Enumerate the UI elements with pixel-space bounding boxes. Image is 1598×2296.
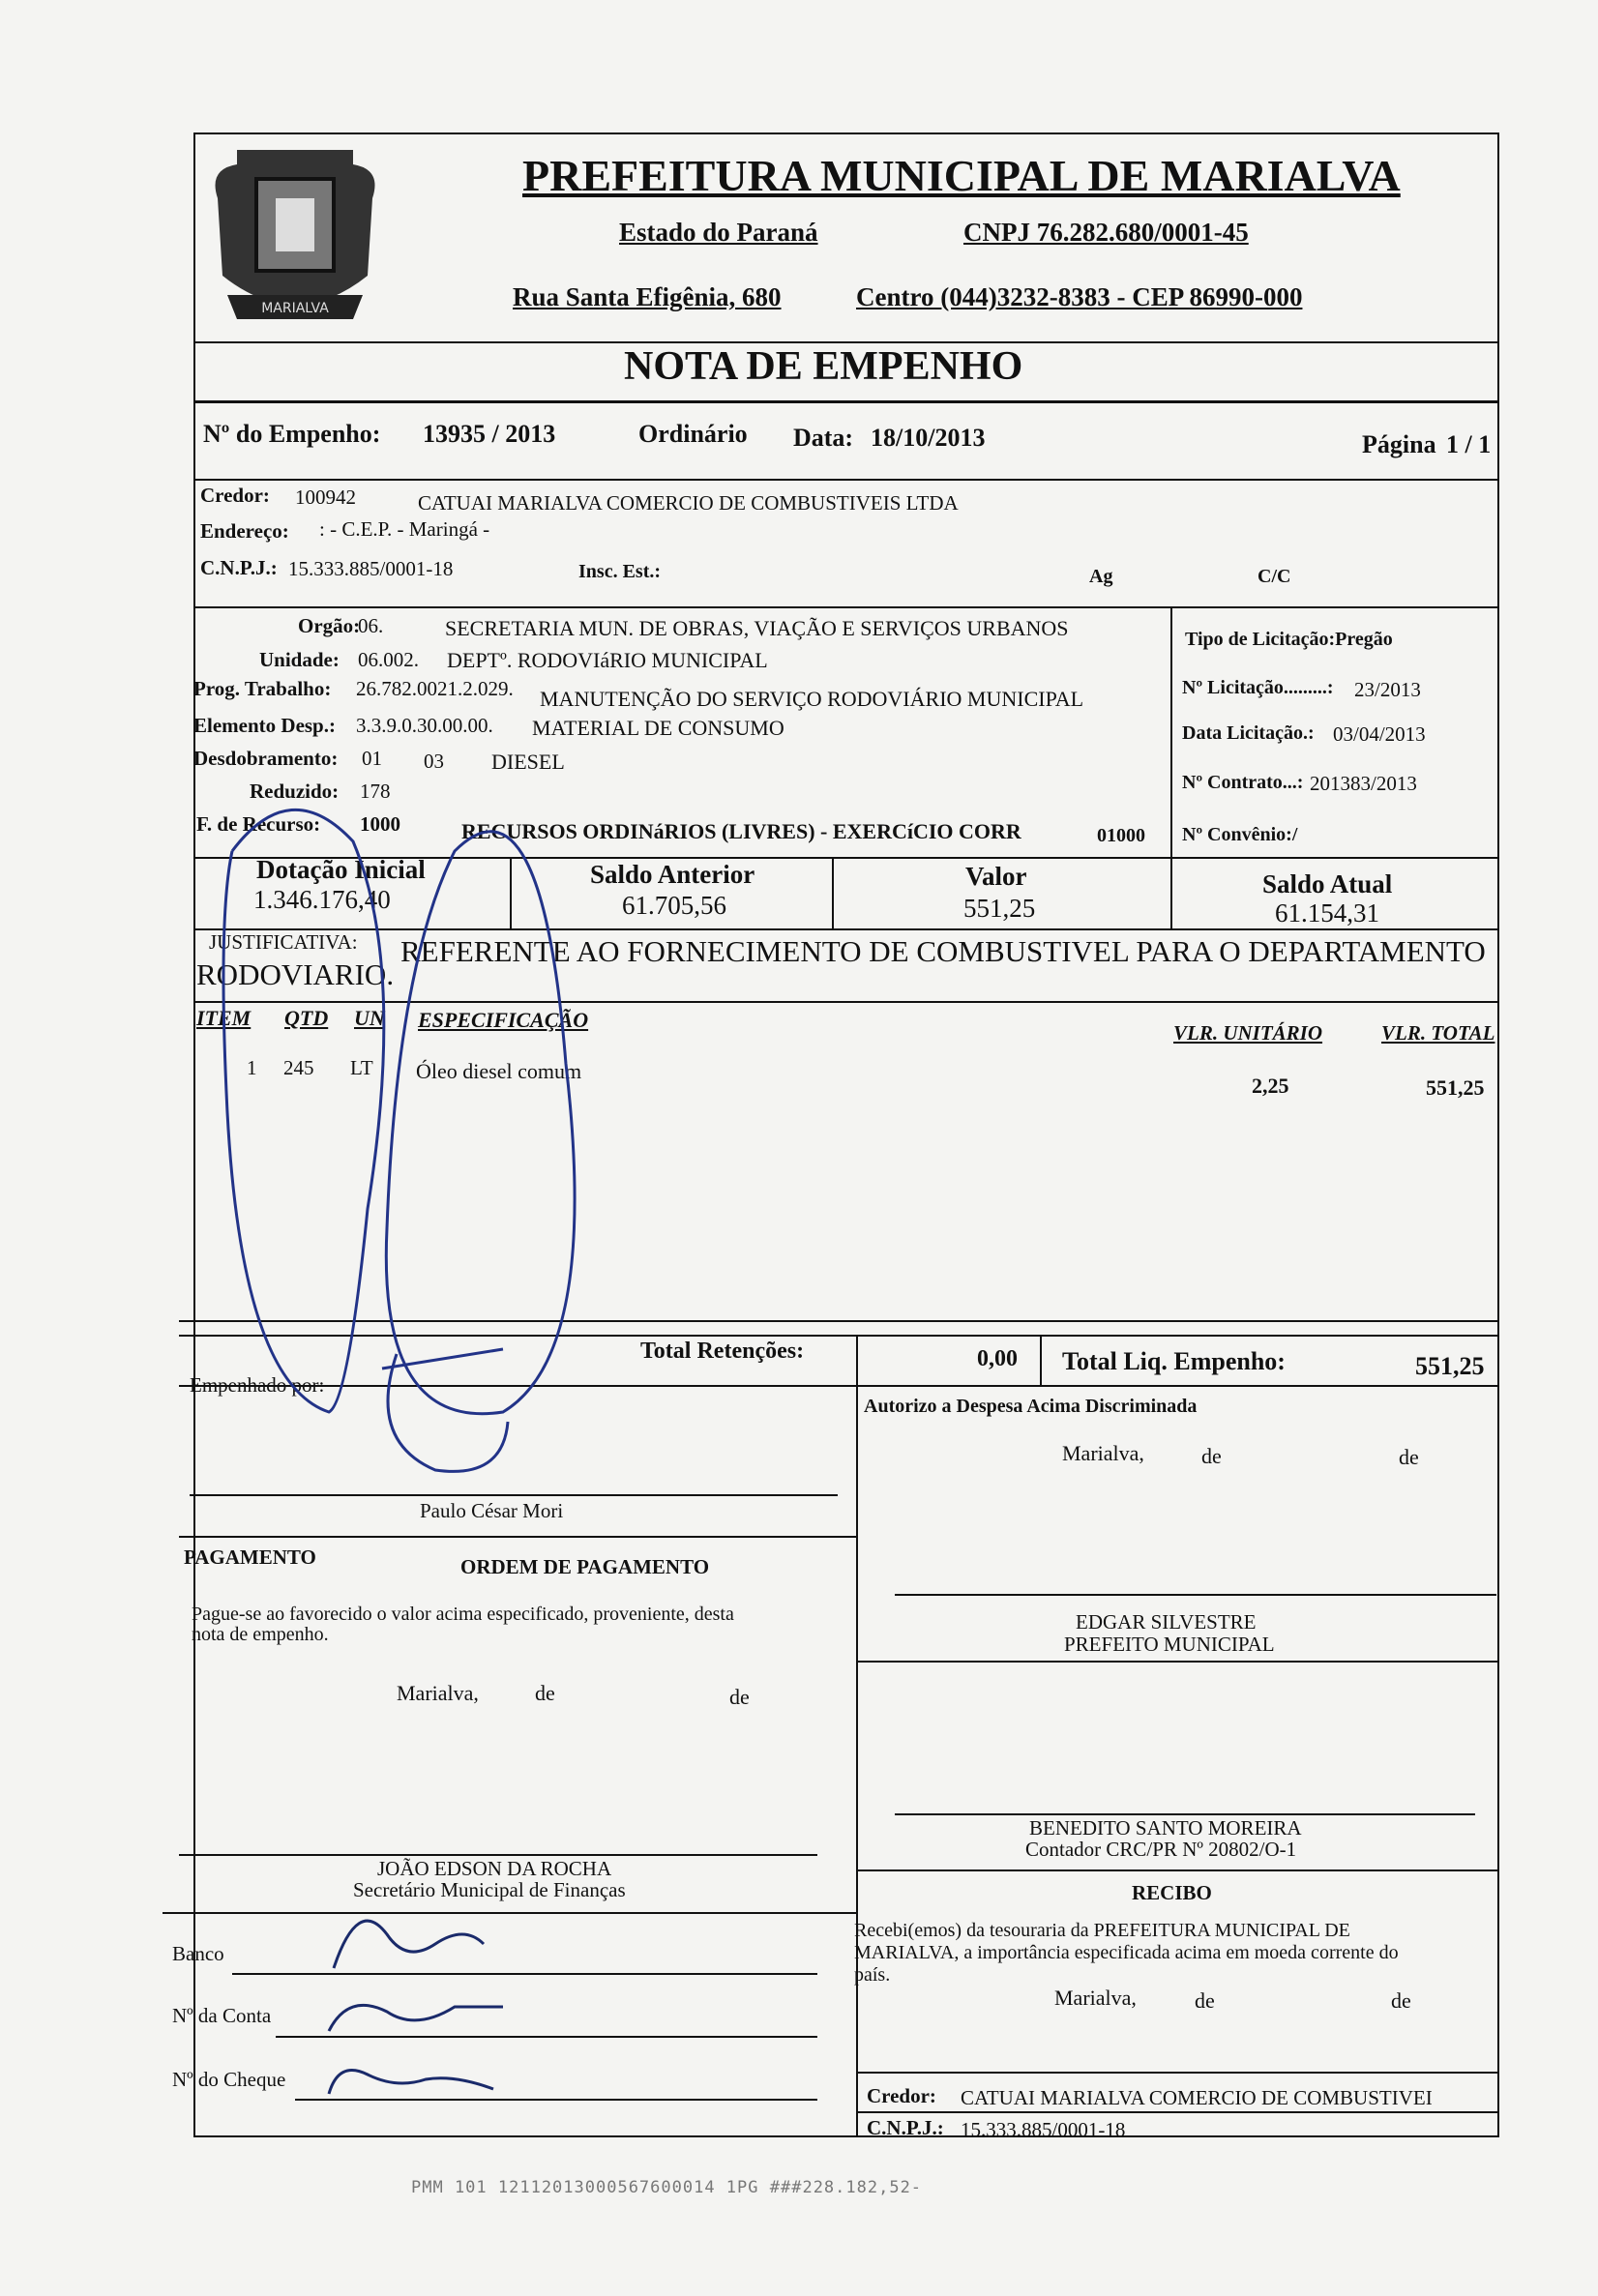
justificativa-line1: REFERENTE AO FORNECIMENTO DE COMBUSTIVEL PARA O DEPARTAMENTO <box>400 934 1486 968</box>
empenhado-label: Empenhado por: <box>190 1373 325 1397</box>
credor-cnpj-label: C.N.P.J.: <box>200 556 278 579</box>
valor-label: Valor <box>965 862 1027 891</box>
licitacao-date-label: Data Licitação.: <box>1182 722 1315 744</box>
retencoes-label: Total Retenções: <box>640 1339 805 1364</box>
date-value: 18/10/2013 <box>871 424 986 452</box>
recurso-code: 1000 <box>360 812 400 836</box>
credor-code: 100942 <box>295 486 356 509</box>
recurso-label: F. de Recurso: <box>196 812 321 836</box>
saldo-atual-label: Saldo Atual <box>1262 869 1393 898</box>
svg-text:MARIALVA: MARIALVA <box>261 301 329 316</box>
col-spec: ESPECIFICAÇÃO <box>418 1008 589 1032</box>
cheque-label: Nº do Cheque <box>172 2068 286 2091</box>
recibo-credor-label: Credor: <box>867 2084 936 2107</box>
page-number: 1 / 1 <box>1446 430 1492 458</box>
liq-empenho-label: Total Liq. Empenho: <box>1062 1347 1286 1375</box>
address-value: : - C.E.P. - Maringá - <box>319 517 490 541</box>
col-un: UN <box>354 1006 385 1030</box>
pagamento-de2: de <box>729 1685 750 1709</box>
desdobramento-sub: 03 <box>424 750 444 773</box>
footer-stamp: PMM 101 12112013000567600014 1PG ###228.182,52- <box>411 2178 923 2197</box>
street-label: Rua Santa Efigênia, 680 <box>513 282 782 311</box>
item-number: 1 <box>247 1056 257 1079</box>
autorizo-label: Autorizo a Despesa Acima Discriminada <box>864 1396 1198 1417</box>
secretario-title: Secretário Municipal de Finanças <box>353 1878 626 1901</box>
page-title: PREFEITURA MUNICIPAL DE MARIALVA <box>522 151 1401 200</box>
justificativa-line2: RODOVIARIO. <box>196 957 395 991</box>
empenho-type: Ordinário <box>638 420 748 448</box>
justificativa-label: JUSTIFICATIVA: <box>209 930 358 954</box>
desdobramento-code: 01 <box>362 747 382 770</box>
orgao-name: SECRETARIA MUN. DE OBRAS, VIAÇÃO E SERVIÇOS URBANOS <box>445 616 1069 640</box>
recibo-text3: país. <box>854 1964 891 1986</box>
address-label: Endereço: <box>200 519 289 543</box>
recibo-cnpj: 15.333.885/0001-18 <box>961 2118 1126 2141</box>
item-qtd: 245 <box>283 1056 314 1079</box>
item-unit-value: 2,25 <box>1252 1074 1289 1098</box>
licitacao-number: 23/2013 <box>1354 678 1421 701</box>
reduzido-value: 178 <box>360 780 391 803</box>
prog-label: Prog. Trabalho: <box>193 677 332 700</box>
retencoes-value: 0,00 <box>977 1346 1018 1371</box>
cc-label: C/C <box>1258 566 1291 587</box>
convenio-label: Nº Convênio:/ <box>1182 824 1298 845</box>
recurso-name: RECURSOS ORDINáRIOS (LIVRES) - EXERCíCIO CORR <box>461 819 1021 843</box>
tipo-licitacao: Tipo de Licitação:Pregão <box>1185 629 1393 650</box>
insc-est-label: Insc. Est.: <box>578 561 662 582</box>
prog-code: 26.782.0021.2.029. <box>356 677 514 700</box>
saldo-atual-value: 61.154,31 <box>1275 898 1379 927</box>
secretario-name: JOÃO EDSON DA ROCHA <box>377 1857 612 1880</box>
recibo-text2: MARIALVA, a importância especificada acima em moeda corrente do <box>854 1942 1399 1963</box>
autorizo-de1: de <box>1201 1444 1222 1468</box>
dotacao-value: 1.346.176,40 <box>253 885 391 914</box>
valor-value: 551,25 <box>963 894 1036 923</box>
elemento-label: Elemento Desp.: <box>193 714 336 737</box>
dotacao-label: Dotação Inicial <box>256 855 426 884</box>
col-item: ITEM <box>196 1006 252 1030</box>
elemento-code: 3.3.9.0.30.00.00. <box>356 714 493 737</box>
unidade-label: Unidade: <box>259 648 340 671</box>
prefeito-title: PREFEITO MUNICIPAL <box>1064 1633 1275 1656</box>
contador-name: BENEDITO SANTO MOREIRA <box>1029 1816 1302 1840</box>
page-label: Página <box>1362 430 1436 458</box>
saldo-anterior-value: 61.705,56 <box>622 891 726 920</box>
credor-label: Credor: <box>200 484 270 507</box>
empenho-number: 13935 / 2013 <box>423 420 556 448</box>
pagamento-text2: nota de empenho. <box>192 1624 329 1645</box>
recibo-text1: Recebi(emos) da tesouraria da PREFEITURA MUNICIPAL DE <box>854 1920 1350 1941</box>
empenhado-name: Paulo César Mori <box>420 1499 564 1522</box>
credor-cnpj: 15.333.885/0001-18 <box>288 557 454 580</box>
prefeito-name: EDGAR SILVESTRE <box>1076 1610 1257 1634</box>
licitacao-number-label: Nº Licitação.........: <box>1182 677 1334 698</box>
autorizo-de2: de <box>1399 1445 1419 1469</box>
recibo-de2: de <box>1391 1988 1411 2013</box>
item-spec: Óleo diesel comum <box>416 1059 582 1083</box>
recibo-credor-name: CATUAI MARIALVA COMERCIO DE COMBUSTIVEI <box>961 2086 1433 2109</box>
conta-label: Nº da Conta <box>172 2004 272 2027</box>
item-un: LT <box>350 1056 373 1079</box>
saldo-anterior-label: Saldo Anterior <box>590 860 755 889</box>
empenho-number-label: Nº do Empenho: <box>203 420 381 448</box>
pagamento-text1: Pague-se ao favorecido o valor acima especificado, proveniente, desta <box>192 1604 734 1625</box>
recibo-label: RECIBO <box>1132 1881 1212 1904</box>
ag-label: Ag <box>1089 566 1113 587</box>
desdobramento-name: DIESEL <box>491 750 565 774</box>
pagamento-label: PAGAMENTO <box>184 1545 316 1569</box>
banco-label: Banco <box>172 1942 224 1965</box>
contrato-value: 201383/2013 <box>1310 772 1417 795</box>
orgao-label: Orgão: <box>298 614 361 637</box>
credor-name: CATUAI MARIALVA COMERCIO DE COMBUSTIVEIS LTDA <box>418 491 959 515</box>
item-total-value: 551,25 <box>1426 1075 1485 1100</box>
recibo-cnpj-label: C.N.P.J.: <box>867 2116 944 2139</box>
recibo-de1: de <box>1195 1988 1215 2013</box>
licitacao-date: 03/04/2013 <box>1333 722 1426 746</box>
unidade-name: DEPTº. RODOVIáRIO MUNICIPAL <box>447 648 768 672</box>
unidade-code: 06.002. <box>358 648 419 671</box>
state-label: Estado do Paraná <box>619 218 818 247</box>
pagamento-place: Marialva, <box>397 1681 479 1705</box>
recibo-place: Marialva, <box>1054 1986 1137 2010</box>
orgao-code: 06. <box>358 614 384 637</box>
col-unit-value: VLR. UNITÁRIO <box>1173 1021 1323 1045</box>
col-total-value: VLR. TOTAL <box>1381 1021 1495 1045</box>
prog-name: MANUTENÇÃO DO SERVIÇO RODOVIÁRIO MUNICIPAL <box>540 687 1084 711</box>
pagamento-de1: de <box>535 1681 555 1705</box>
autorizo-place: Marialva, <box>1062 1441 1144 1465</box>
doc-title: NOTA DE EMPENHO <box>624 344 1023 389</box>
recurso-number: 01000 <box>1097 825 1145 846</box>
date-label: Data: <box>793 424 854 452</box>
col-qtd: QTD <box>284 1006 329 1030</box>
elemento-name: MATERIAL DE CONSUMO <box>532 716 784 740</box>
cnpj-label: CNPJ 76.282.680/0001-45 <box>963 218 1249 247</box>
liq-empenho-value: 551,25 <box>1415 1352 1485 1380</box>
ordem-pagamento-label: ORDEM DE PAGAMENTO <box>460 1555 710 1578</box>
contrato-label: Nº Contrato...: <box>1182 772 1304 793</box>
address-contact: Centro (044)3232-8383 - CEP 86990-000 <box>856 282 1303 311</box>
contador-title: Contador CRC/PR Nº 20802/O-1 <box>1025 1838 1297 1861</box>
desdobramento-label: Desdobramento: <box>193 747 339 770</box>
reduzido-label: Reduzido: <box>250 780 340 803</box>
